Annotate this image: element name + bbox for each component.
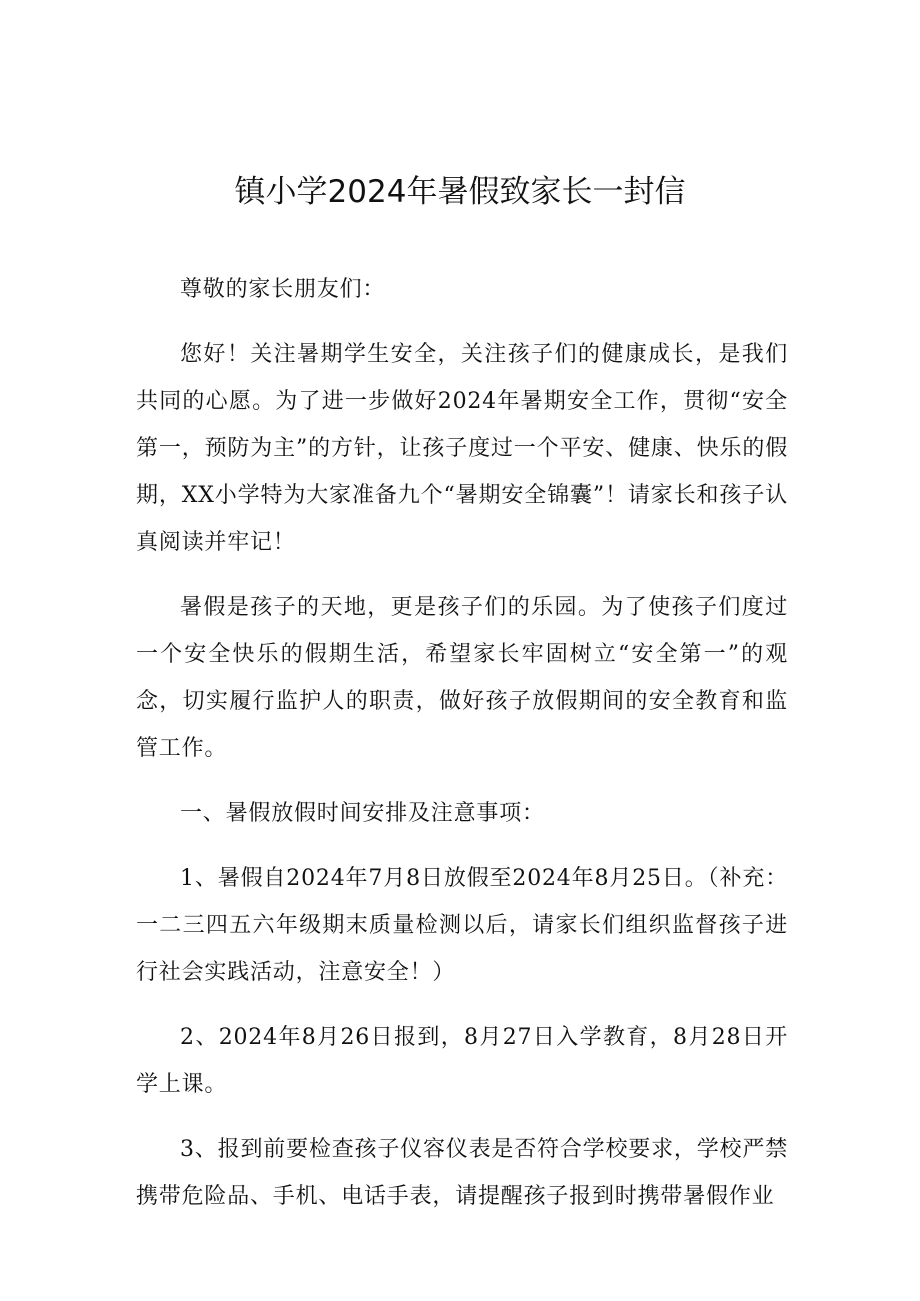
paragraph-greeting: 您好！关注暑期学生安全，关注孩子们的健康成长，是我们共同的心愿。为了进一步做好2024年暑期安全工作，贯彻“安全第一，预防为主”的方针，让孩子度过一个平安、健康、快乐的假期，XX小学特为大家准备九个“暑期安全锦囊”！请家长和孩子认真阅读并牢记！ [136, 342, 788, 555]
section-heading: 一、暑假放假时间安排及注意事项： [180, 801, 545, 826]
list-item-1: 1、暑假自2024年7月8日放假至2024年8月25日。（补充：一二三四五六年级期末质量检测以后，请家长们组织监督孩子进行社会实践活动，注意安全！） [136, 866, 788, 985]
paragraph-summer-intro: 暑假是孩子的天地，更是孩子们的乐园。为了使孩子们度过一个安全快乐的假期生活，希望家长牢固树立“安全第一”的观念，切实履行监护人的职责，做好孩子放假期间的安全教育和监管工作。 [136, 595, 788, 761]
document-body [136, 266, 788, 1220]
salutation: 尊敬的家长朋友们： [180, 277, 386, 302]
document-title: 镇小学2024年暑假致家长一封信 [234, 174, 686, 210]
list-item-3: 3、报到前要检查孩子仪容仪表是否符合学校要求，学校严禁携带危险品、手机、电话手表，请提醒孩子报到时携带暑假作业 [136, 1137, 788, 1209]
list-item-2: 2、2024年8月26日报到，8月27日入学教育，8月28日开学上课。 [136, 1025, 788, 1097]
